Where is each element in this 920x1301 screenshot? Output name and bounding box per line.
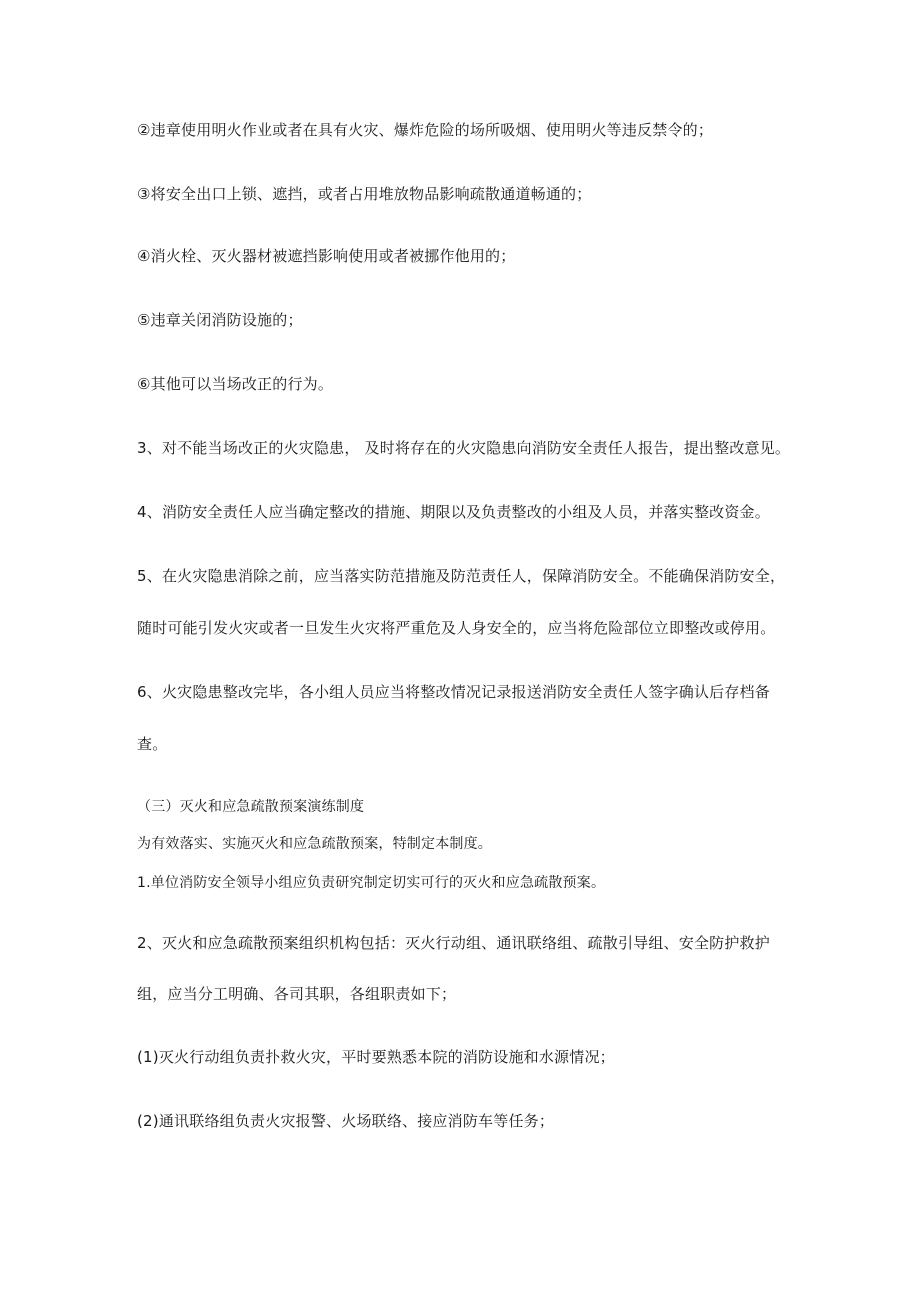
text-line-6: 3、对不能当场改正的火灾隐患， 及时将存在的火灾隐患向消防安全责任人报告，提出整改意见。: [137, 439, 791, 457]
text-line-4: ⑤违章关闭消防设施的；: [137, 311, 303, 329]
text-line-13: 为有效落实、实施灭火和应急疏散预案，特制定本制度。: [137, 836, 492, 852]
text-line-8: 5、在火灾隐患消除之前，应当落实防范措施及防范责任人，保障消防安全。不能确保消防安全，: [137, 567, 786, 585]
text-line-18: (2)通讯联络组负责火灾报警、火场联络、接应消防车等任务；: [137, 1112, 555, 1130]
text-line-14: 1.单位消防安全领导小组应负责研究制定切实可行的灭火和应急疏散预案。: [137, 875, 606, 891]
text-line-15: 2、灭火和应急疏散预案组织机构包括：灭火行动组、通讯联络组、疏散引导组、安全防护救护: [137, 934, 770, 952]
text-line-16: 组，应当分工明确、各司其职，各组职责如下；: [137, 985, 457, 1003]
section-heading: （三）灭火和应急疏散预案演练制度: [137, 799, 365, 815]
text-line-5: ⑥其他可以当场改正的行为。: [137, 375, 334, 393]
text-line-2: ③将安全出口上锁、遮挡，或者占用堆放物品影响疏散通道畅通的；: [137, 185, 592, 203]
text-line-1: ②违章使用明火作业或者在具有火灾、爆炸危险的场所吸烟、使用明火等违反禁令的；: [137, 121, 714, 139]
text-line-11: 查。: [137, 735, 168, 753]
text-line-17: (1)灭火行动组负责扑救火灾，平时要熟悉本院的消防设施和水源情况；: [137, 1048, 615, 1066]
text-line-3: ④消火栓、灭火器材被遮挡影响使用或者被挪作他用的；: [137, 247, 516, 265]
text-line-10: 6、火灾隐患整改完毕，各小组人员应当将整改情况记录报送消防安全责任人签字确认后存档备: [137, 683, 770, 701]
text-line-9: 随时可能引发火灾或者一旦发生火灾将严重危及人身安全的，应当将危险部位立即整改或停用。: [137, 619, 776, 637]
text-line-7: 4、消防安全责任人应当确定整改的措施、期限以及负责整改的小组及人员，并落实整改资金。: [137, 503, 770, 521]
